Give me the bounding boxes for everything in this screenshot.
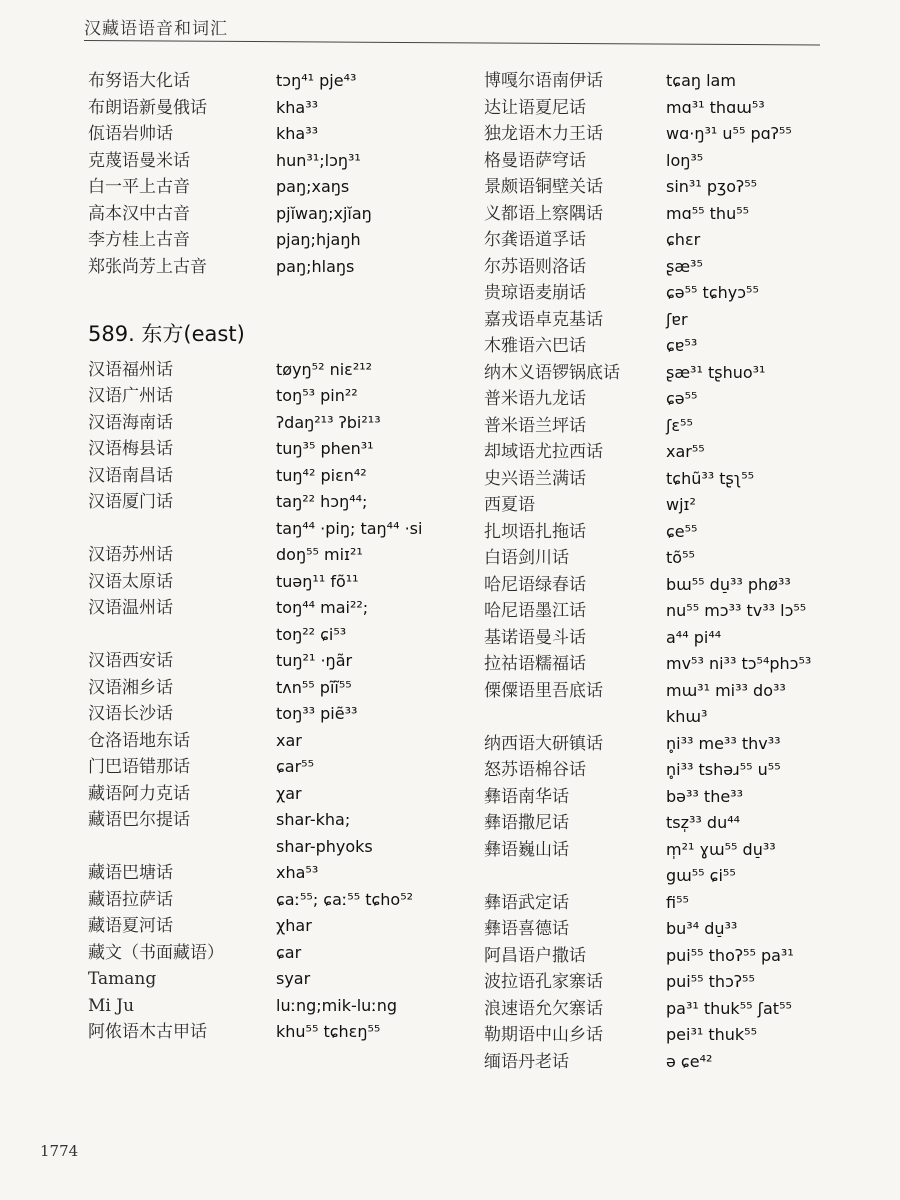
entry-row bbox=[0, 993, 460, 1020]
entry-row bbox=[0, 436, 460, 463]
entry-row bbox=[0, 201, 460, 228]
language-label: 格曼语萨穹话 bbox=[484, 150, 586, 171]
entry-row bbox=[0, 542, 460, 569]
language-label: 扎坝语扎拖话 bbox=[484, 521, 586, 542]
entry-row bbox=[0, 754, 460, 781]
entry-row bbox=[460, 625, 900, 652]
phonetic-form: bə³³ the³³ bbox=[666, 786, 743, 806]
language-label: 纳木义语锣锅底话 bbox=[484, 362, 620, 383]
entry-row bbox=[0, 254, 460, 281]
entry-row bbox=[460, 678, 900, 705]
phonetic-form: ɕaː⁵⁵; ɕaː⁵⁵ tɕho⁵² bbox=[276, 889, 414, 909]
phonetic-form: pui⁵⁵ thoʔ⁵⁵ pa³¹ bbox=[666, 945, 794, 965]
language-label: 白语剑川话 bbox=[484, 548, 569, 568]
language-label: 阿昌语户撒话 bbox=[484, 945, 586, 966]
phonetic-form: a⁴⁴ pi⁴⁴ bbox=[666, 627, 722, 647]
entry-row bbox=[0, 410, 460, 437]
phonetic-form: ʂæ³⁵ bbox=[666, 256, 703, 276]
entry-row bbox=[460, 890, 900, 917]
phonetic-form: n̥i³³ me³³ thv³³ bbox=[666, 733, 781, 753]
entry-row bbox=[460, 466, 900, 493]
entry-row bbox=[0, 622, 460, 649]
page-number: 1774 bbox=[40, 1142, 79, 1160]
entry-row bbox=[460, 1022, 900, 1049]
language-label: 史兴语兰满话 bbox=[484, 468, 586, 489]
language-label: 彝语南华话 bbox=[484, 786, 569, 807]
phonetic-form: ɕar bbox=[276, 942, 302, 962]
language-label: 浪速语允欠寨话 bbox=[484, 998, 603, 1019]
phonetic-form: pjĭwaŋ;xjĭaŋ bbox=[276, 203, 372, 223]
entry-row bbox=[0, 1019, 460, 1046]
phonetic-form: taŋ⁴⁴ ·piŋ; taŋ⁴⁴ ·si bbox=[276, 518, 423, 538]
language-label: 彝语喜德话 bbox=[484, 919, 569, 939]
language-label: 嘉戎语卓克基话 bbox=[484, 309, 603, 330]
entry-row bbox=[0, 940, 460, 967]
entry-row bbox=[460, 757, 900, 784]
phonetic-form: χar bbox=[276, 783, 302, 803]
language-label: 尔苏语则洛话 bbox=[484, 256, 586, 277]
phonetic-form: pjaŋ;hjaŋh bbox=[276, 230, 361, 249]
language-label: 汉语西安话 bbox=[88, 651, 173, 671]
phonetic-form: mɯ³¹ mi³³ do³³ bbox=[666, 680, 786, 700]
phonetic-form: luːng;mik-luːng bbox=[276, 995, 398, 1015]
language-label: 藏语巴塘话 bbox=[88, 863, 173, 883]
entry-row bbox=[0, 913, 460, 940]
language-label: 藏文（书面藏语） bbox=[88, 942, 224, 963]
entry-row bbox=[0, 887, 460, 914]
entry-row bbox=[460, 916, 900, 943]
language-label: 博嘎尔语南伊话 bbox=[484, 71, 603, 91]
running-header: 汉藏语语音和词汇 bbox=[84, 19, 228, 39]
section-spacer bbox=[0, 280, 460, 307]
right-column bbox=[460, 68, 900, 1075]
language-label: 克蔑语曼米话 bbox=[88, 150, 190, 171]
entry-row bbox=[0, 648, 460, 675]
phonetic-form: toŋ²² ɕi⁵³ bbox=[276, 624, 347, 644]
phonetic-form: toŋ⁵³ pin²² bbox=[276, 386, 358, 405]
language-label: Tamang bbox=[88, 969, 157, 989]
entry-row bbox=[0, 174, 460, 201]
language-label: 基诺语曼斗话 bbox=[484, 627, 586, 648]
language-label: 汉语温州话 bbox=[88, 598, 173, 618]
language-label: 汉语苏州话 bbox=[88, 545, 173, 565]
phonetic-form: ɕə⁵⁵ bbox=[666, 389, 698, 408]
language-label: 彝语武定话 bbox=[484, 892, 569, 913]
language-label: 郑张尚芳上古音 bbox=[88, 256, 207, 277]
entry-row bbox=[0, 95, 460, 122]
language-label: 勒期语中山乡话 bbox=[484, 1025, 603, 1045]
phonetic-form: toŋ³³ piẽ³³ bbox=[276, 704, 358, 723]
phonetic-form: tuəŋ¹¹ fõ¹¹ bbox=[276, 571, 359, 591]
phonetic-form: syar bbox=[276, 969, 311, 988]
phonetic-form: fi⁵⁵ bbox=[666, 892, 689, 912]
language-label: 汉语南昌话 bbox=[88, 465, 173, 486]
phonetic-form: kha³³ bbox=[276, 97, 319, 117]
phonetic-form: mv⁵³ ni³³ tɔ⁵⁴phɔ⁵³ bbox=[666, 654, 812, 673]
phonetic-form: tuŋ⁴² piɛn⁴² bbox=[276, 465, 367, 485]
entry-row bbox=[0, 701, 460, 728]
language-label: 汉语湘乡话 bbox=[88, 677, 173, 698]
phonetic-form: mɑ³¹ thɑɯ⁵³ bbox=[666, 97, 765, 117]
language-label: 傈僳语里吾底话 bbox=[484, 680, 603, 701]
language-label: 藏语巴尔提话 bbox=[88, 810, 190, 830]
entry-row bbox=[460, 863, 900, 890]
section-heading: 589. 东方(east) bbox=[88, 321, 245, 346]
entry-row bbox=[460, 1049, 900, 1076]
entry-row bbox=[0, 516, 460, 543]
phonetic-form: tɔŋ⁴¹ pje⁴³ bbox=[276, 71, 357, 90]
phonetic-form: sin³¹ pʒoʔ⁵⁵ bbox=[666, 177, 758, 196]
entry-row bbox=[460, 810, 900, 837]
entry-row bbox=[0, 728, 460, 755]
entry-row bbox=[460, 227, 900, 254]
entry-row bbox=[460, 996, 900, 1023]
entry-row bbox=[460, 174, 900, 201]
entry-row bbox=[0, 463, 460, 490]
entry-row bbox=[460, 413, 900, 440]
language-label: 怒苏语棉谷话 bbox=[484, 760, 586, 780]
phonetic-form: xha⁵³ bbox=[276, 863, 319, 882]
language-label: 布朗语新曼俄话 bbox=[88, 97, 207, 118]
entry-row bbox=[0, 489, 460, 516]
phonetic-form: kha³³ bbox=[276, 124, 319, 143]
phonetic-form: pa³¹ thuk⁵⁵ ʃat⁵⁵ bbox=[666, 998, 792, 1018]
language-label: 汉语广州话 bbox=[88, 386, 173, 406]
phonetic-form: shar-phyoks bbox=[276, 836, 373, 856]
entry-row bbox=[460, 68, 900, 95]
entry-row bbox=[460, 360, 900, 387]
language-label: 缅语丹老话 bbox=[484, 1051, 569, 1072]
phonetic-form: ʔdaŋ²¹³ ʔbi²¹³ bbox=[276, 412, 381, 432]
language-label: 尔龚语道孚话 bbox=[484, 230, 586, 250]
entry-row bbox=[0, 68, 460, 95]
language-label: Mi Ju bbox=[88, 995, 135, 1016]
left-column bbox=[0, 68, 460, 1046]
language-label: 佤语岩帅话 bbox=[88, 124, 173, 144]
phonetic-form: toŋ⁴⁴ mai²²; bbox=[276, 598, 369, 617]
phonetic-form: ɕə⁵⁵ tɕhyɔ⁵⁵ bbox=[666, 283, 759, 302]
language-label: 达让语夏尼话 bbox=[484, 97, 586, 118]
entry-row bbox=[0, 781, 460, 808]
phonetic-form: xar bbox=[276, 730, 302, 750]
phonetic-form: ʃɛ⁵⁵ bbox=[666, 415, 693, 435]
phonetic-form: tsz̩³³ du⁴⁴ bbox=[666, 813, 741, 832]
language-label: 普米语九龙话 bbox=[484, 389, 586, 409]
entry-row bbox=[460, 386, 900, 413]
entry-row bbox=[0, 595, 460, 622]
phonetic-form: ʃɐr bbox=[666, 309, 688, 329]
phonetic-form: khu⁵⁵ tɕhɛŋ⁵⁵ bbox=[276, 1022, 381, 1041]
phonetic-form: gɯ⁵⁵ ɕi⁵⁵ bbox=[666, 866, 736, 885]
language-label: 布努语大化话 bbox=[88, 71, 190, 91]
phonetic-form: mɑ⁵⁵ thu⁵⁵ bbox=[666, 203, 750, 223]
phonetic-form: doŋ⁵⁵ miɪ²¹ bbox=[276, 545, 363, 564]
entry-row bbox=[0, 121, 460, 148]
phonetic-form: tʌn⁵⁵ pĩĩ⁵⁵ bbox=[276, 677, 352, 697]
entry-row bbox=[0, 834, 460, 861]
entry-row bbox=[460, 651, 900, 678]
phonetic-form: wjɪ² bbox=[666, 495, 696, 514]
language-label: 汉语海南话 bbox=[88, 412, 173, 433]
entry-row bbox=[460, 439, 900, 466]
entry-row bbox=[460, 280, 900, 307]
language-label: 拉祜语糯福话 bbox=[484, 654, 586, 674]
language-label: 景颇语铜壁关话 bbox=[484, 177, 603, 197]
phonetic-form: paŋ;hlaŋs bbox=[276, 256, 355, 276]
phonetic-form: tõ⁵⁵ bbox=[666, 548, 695, 567]
entry-row bbox=[0, 227, 460, 254]
phonetic-form: xar⁵⁵ bbox=[666, 442, 705, 461]
entry-row bbox=[0, 383, 460, 410]
entry-row bbox=[0, 569, 460, 596]
entry-row bbox=[0, 148, 460, 175]
phonetic-form: shar-kha; bbox=[276, 810, 351, 829]
language-label: 藏语拉萨话 bbox=[88, 889, 173, 910]
language-label: 哈尼语绿春话 bbox=[484, 574, 586, 595]
language-label: 汉语长沙话 bbox=[88, 704, 173, 724]
language-label: 哈尼语墨江话 bbox=[484, 601, 586, 621]
entry-row bbox=[460, 95, 900, 122]
entry-row bbox=[460, 545, 900, 572]
language-label: 汉语福州话 bbox=[88, 359, 173, 380]
phonetic-form: wɑ·ŋ³¹ u⁵⁵ pɑʔ⁵⁵ bbox=[666, 124, 792, 143]
entry-row bbox=[460, 121, 900, 148]
phonetic-form: m̩²¹ ɣɯ⁵⁵ du̠³³ bbox=[666, 839, 776, 859]
phonetic-form: nu⁵⁵ mɔ³³ tv³³ lɔ⁵⁵ bbox=[666, 601, 807, 620]
language-label: 汉语厦门话 bbox=[88, 492, 173, 512]
entry-row bbox=[460, 731, 900, 758]
phonetic-form: pei³¹ thuk⁵⁵ bbox=[666, 1025, 758, 1044]
entry-row bbox=[460, 333, 900, 360]
entry-row bbox=[0, 357, 460, 384]
entry-row bbox=[460, 837, 900, 864]
entry-row bbox=[460, 704, 900, 731]
language-label: 藏语阿力克话 bbox=[88, 783, 190, 804]
language-label: 普米语兰坪话 bbox=[484, 415, 586, 436]
language-label: 藏语夏河话 bbox=[88, 916, 173, 936]
language-label: 彝语巍山话 bbox=[484, 839, 569, 860]
phonetic-form: ə ɕe⁴² bbox=[666, 1051, 713, 1071]
phonetic-form: ɕar⁵⁵ bbox=[276, 757, 315, 776]
language-label: 义都语上察隅话 bbox=[484, 203, 603, 224]
phonetic-form: tɕaŋ lam bbox=[666, 71, 736, 90]
phonetic-form: ɕhɛr bbox=[666, 230, 701, 249]
entry-row bbox=[460, 784, 900, 811]
phonetic-form: paŋ;xaŋs bbox=[276, 177, 350, 196]
phonetic-form: tøyŋ⁵² niɛ²¹² bbox=[276, 359, 373, 379]
phonetic-form: ɕɐ⁵³ bbox=[666, 336, 698, 355]
language-label: 高本汉中古音 bbox=[88, 203, 190, 224]
entry-row bbox=[460, 969, 900, 996]
language-label: 却域语尤拉西话 bbox=[484, 442, 603, 462]
language-label: 门巴语错那话 bbox=[88, 757, 190, 777]
language-label: 独龙语木力王话 bbox=[484, 124, 603, 144]
language-label: 木雅语六巴话 bbox=[484, 336, 586, 356]
entry-row bbox=[460, 598, 900, 625]
entry-row bbox=[460, 572, 900, 599]
phonetic-form: khɯ³ bbox=[666, 707, 708, 726]
entry-row bbox=[0, 675, 460, 702]
phonetic-form: pui⁵⁵ thɔʔ⁵⁵ bbox=[666, 972, 755, 991]
phonetic-form: tɕhũ³³ tʂʅ⁵⁵ bbox=[666, 468, 755, 488]
entry-row bbox=[460, 148, 900, 175]
language-label: 波拉语孔家寨话 bbox=[484, 972, 603, 992]
entry-row bbox=[460, 492, 900, 519]
entry-row bbox=[0, 807, 460, 834]
language-label: 李方桂上古音 bbox=[88, 230, 190, 250]
phonetic-form: bu³⁴ du̠³³ bbox=[666, 919, 738, 938]
language-label: 白一平上古音 bbox=[88, 177, 190, 197]
phonetic-form: bɯ⁵⁵ du̠³³ phø³³ bbox=[666, 574, 791, 594]
language-label: 汉语太原话 bbox=[88, 571, 173, 592]
phonetic-form: n̥i³³ tshəɹ⁵⁵ u⁵⁵ bbox=[666, 760, 781, 779]
phonetic-form: ɕe⁵⁵ bbox=[666, 521, 698, 541]
entry-row bbox=[460, 307, 900, 334]
language-label: 贵琼语麦崩话 bbox=[484, 283, 586, 303]
entry-row bbox=[460, 943, 900, 970]
header-rule bbox=[84, 40, 820, 45]
phonetic-form: tuŋ³⁵ phen³¹ bbox=[276, 439, 374, 458]
entry-row bbox=[0, 860, 460, 887]
phonetic-form: tuŋ²¹ ·ŋãr bbox=[276, 651, 353, 670]
phonetic-form: χhar bbox=[276, 916, 312, 935]
language-label: 纳西语大研镇话 bbox=[484, 733, 603, 754]
phonetic-form: taŋ²² hɔŋ⁴⁴; bbox=[276, 492, 368, 511]
entry-row bbox=[0, 966, 460, 993]
language-label: 彝语撒尼话 bbox=[484, 813, 569, 833]
entry-row bbox=[460, 254, 900, 281]
phonetic-form: hun³¹;lɔŋ³¹ bbox=[276, 150, 361, 170]
language-label: 阿侬语木古甲话 bbox=[88, 1022, 207, 1042]
phonetic-form: ʂæ³¹ tʂhuo³¹ bbox=[666, 362, 766, 382]
phonetic-form: loŋ³⁵ bbox=[666, 150, 704, 170]
language-label: 仓洛语地东话 bbox=[88, 730, 190, 751]
entry-row bbox=[460, 201, 900, 228]
section-heading-row bbox=[0, 307, 460, 357]
language-label: 汉语梅县话 bbox=[88, 439, 173, 459]
language-label: 西夏语 bbox=[484, 495, 535, 515]
entry-row bbox=[460, 519, 900, 546]
